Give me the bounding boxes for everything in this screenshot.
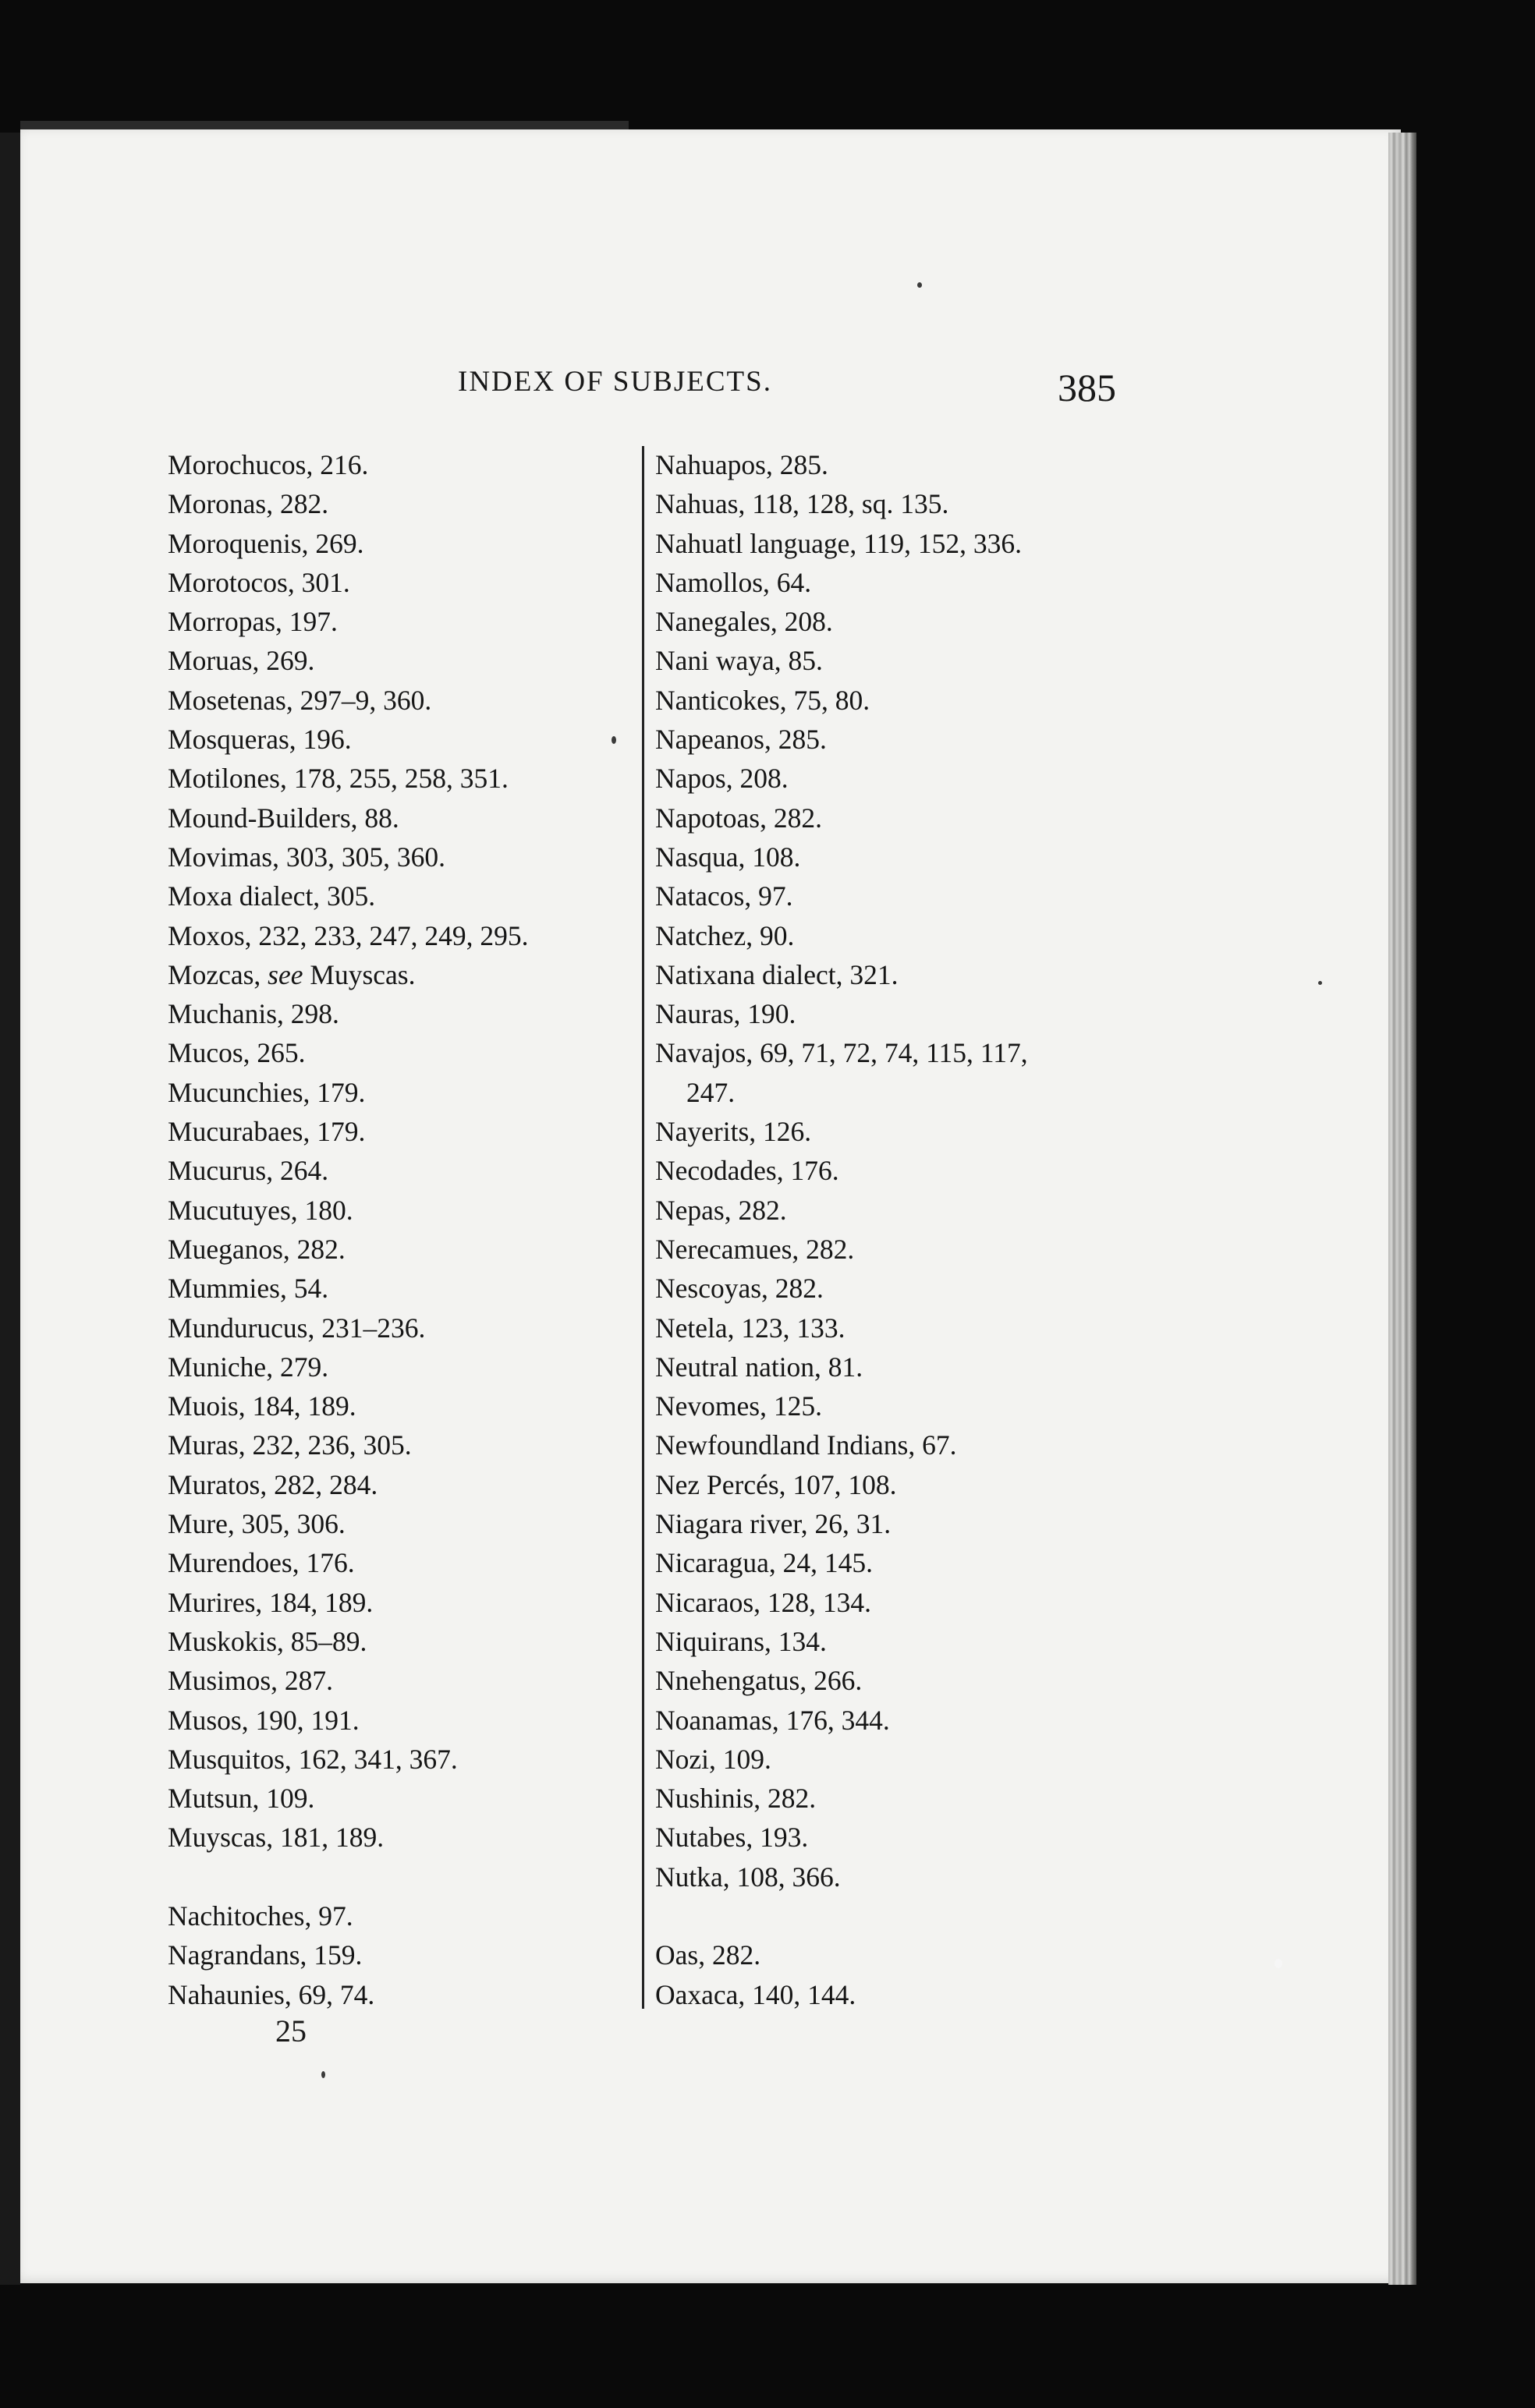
index-entry-text: Musos, 190, 191. <box>168 1704 360 1736</box>
index-entry <box>655 1191 1139 1230</box>
index-entry <box>655 1425 1139 1464</box>
index-entry <box>655 1465 1139 1504</box>
index-entry <box>655 1935 1139 1974</box>
index-entry <box>655 799 1139 837</box>
see-reference-word: see <box>268 958 303 990</box>
see-reference-target: Muyscas. <box>303 958 416 990</box>
index-entry <box>168 1701 628 1740</box>
index-entry-text: Nahaunies, 69, 74. <box>168 1978 375 2010</box>
index-entry <box>168 799 628 837</box>
dust-speck <box>1318 981 1322 985</box>
index-entry <box>168 720 628 759</box>
index-entry <box>168 994 628 1033</box>
dust-speck <box>917 282 922 288</box>
index-entry-text: Morochucos, 216. <box>168 449 369 480</box>
index-entry <box>655 1622 1139 1661</box>
index-entry <box>168 563 628 602</box>
index-entry-text: Nutabes, 193. <box>655 1822 809 1854</box>
index-entry-text: Nozi, 109. <box>655 1743 771 1775</box>
index-entry-text: Nepas, 282. <box>655 1194 787 1226</box>
index-entry-text: Niagara river, 26, 31. <box>655 1508 892 1540</box>
index-entry-text: Mucunchies, 179. <box>168 1076 366 1108</box>
index-entry <box>168 1112 628 1151</box>
index-entry <box>168 681 628 720</box>
index-entry-text: Mummies, 54. <box>168 1273 329 1305</box>
index-entry-text: Muois, 184, 189. <box>168 1390 356 1422</box>
index-entry <box>168 1230 628 1269</box>
index-entry-text: Nachitoches, 97. <box>168 1900 353 1932</box>
index-entry-text: Muskokis, 85–89. <box>168 1625 367 1657</box>
index-entry-text: Natacos, 97. <box>655 880 793 912</box>
index-entry <box>168 1661 628 1700</box>
index-entry-text: Netela, 123, 133. <box>655 1312 845 1344</box>
index-entry <box>168 641 628 680</box>
index-entry-text: Muchanis, 298. <box>168 998 339 1030</box>
index-entry <box>168 1425 628 1464</box>
index-entry-text: Nushinis, 282. <box>655 1783 817 1815</box>
index-column-left <box>168 445 628 2014</box>
index-entry-text: Napos, 208. <box>655 763 789 795</box>
index-entry-text: Moronas, 282. <box>168 488 329 520</box>
index-entry <box>168 1622 628 1661</box>
index-entry <box>168 837 628 876</box>
index-entry <box>168 1308 628 1347</box>
index-entry <box>168 1151 628 1190</box>
index-entry-text: Nevomes, 125. <box>655 1390 822 1422</box>
index-entry-text: Mosqueras, 196. <box>168 724 352 756</box>
index-entry <box>168 1347 628 1386</box>
index-entry <box>655 484 1139 523</box>
index-entry <box>655 1740 1139 1779</box>
index-entry-text: Mozcas, <box>168 958 268 990</box>
index-entry-text: Mueganos, 282. <box>168 1233 346 1265</box>
index-entry-text: Mucurabaes, 179. <box>168 1116 366 1148</box>
index-entry-text: Movimas, 303, 305, 360. <box>168 841 445 873</box>
index-entry-text: Nescoyas, 282. <box>655 1273 824 1305</box>
index-entry-text: Napotoas, 282. <box>655 802 822 834</box>
index-entry-text: Morotocos, 301. <box>168 566 350 598</box>
index-entry-text: Nauras, 190. <box>655 998 796 1030</box>
index-entry-text: Oas, 282. <box>655 1939 761 1971</box>
index-entry <box>655 994 1139 1033</box>
index-entry <box>168 1465 628 1504</box>
index-entry <box>655 445 1139 484</box>
index-entry <box>168 484 628 523</box>
index-entry-text: Nutka, 108, 366. <box>655 1861 841 1893</box>
index-entry-text: Mucurus, 264. <box>168 1155 329 1187</box>
index-entry <box>168 1896 628 1935</box>
index-entry <box>168 759 628 798</box>
index-entry-text: Nani waya, 85. <box>655 645 823 677</box>
index-entry-text: Musquitos, 162, 341, 367. <box>168 1743 458 1775</box>
index-entry <box>655 1583 1139 1622</box>
index-entry <box>168 1033 628 1072</box>
index-entry <box>655 641 1139 680</box>
index-entry-text: Mundurucus, 231–236. <box>168 1312 426 1344</box>
index-entry-text: Nagrandans, 159. <box>168 1939 363 1971</box>
dust-speck <box>321 2071 325 2078</box>
index-entry-text: Namollos, 64. <box>655 566 812 598</box>
index-entry <box>655 524 1139 563</box>
index-entry-text: Moruas, 269. <box>168 645 315 677</box>
index-entry <box>168 1935 628 1974</box>
index-entry-text: Nanticokes, 75, 80. <box>655 684 870 716</box>
index-entry <box>655 955 1139 994</box>
index-entry <box>655 1308 1139 1347</box>
index-entry <box>168 1386 628 1425</box>
index-entry-text: Murendoes, 176. <box>168 1547 355 1579</box>
index-entry-text: Nanegales, 208. <box>655 606 833 638</box>
index-entry <box>655 916 1139 955</box>
index-entry-text: Mucutuyes, 180. <box>168 1194 353 1226</box>
index-entry-text: Mound-Builders, 88. <box>168 802 399 834</box>
index-entry-text: Nahuatl language, 119, 152, 336. <box>655 527 1022 559</box>
index-entry-text: Muniche, 279. <box>168 1351 329 1383</box>
index-entry-text: Neutral nation, 81. <box>655 1351 863 1383</box>
index-entry-text: Muras, 232, 236, 305. <box>168 1429 412 1461</box>
page-number: 385 <box>1058 366 1116 409</box>
index-entry-text: Nicaragua, 24, 145. <box>655 1547 873 1579</box>
index-entry <box>655 1230 1139 1269</box>
index-entry <box>655 1543 1139 1582</box>
index-entry <box>655 1151 1139 1190</box>
index-entry-text: Natchez, 90. <box>655 919 795 951</box>
index-entry-text: Murires, 184, 189. <box>168 1586 374 1618</box>
index-entry <box>655 1112 1139 1151</box>
index-entry <box>168 916 628 955</box>
index-entry <box>168 1583 628 1622</box>
index-entry <box>168 1740 628 1779</box>
index-entry <box>655 1857 1139 1896</box>
index-entry-text: Nerecamues, 282. <box>655 1233 855 1265</box>
index-entry-text: Niquirans, 134. <box>655 1625 827 1657</box>
index-entry <box>655 1386 1139 1425</box>
index-entry-text: Muratos, 282, 284. <box>168 1468 378 1500</box>
index-entry-text: Muyscas, 181, 189. <box>168 1822 385 1854</box>
index-entry <box>168 602 628 641</box>
dust-speck <box>1274 1959 1282 1968</box>
book-left-edge <box>0 133 20 2285</box>
index-entry <box>168 1269 628 1308</box>
index-entry-text: Navajos, 69, 71, 72, 74, 115, 117, <box>655 1037 1028 1069</box>
column-divider <box>642 446 644 2009</box>
index-entry-text: Noanamas, 176, 344. <box>655 1704 890 1736</box>
index-entry-text: Morropas, 197. <box>168 606 338 638</box>
index-entry <box>655 1504 1139 1543</box>
index-entry <box>168 445 628 484</box>
index-entry <box>168 955 628 994</box>
index-entry-text: Nicaraos, 128, 134. <box>655 1586 872 1618</box>
index-entry-text: Mosetenas, 297–9, 360. <box>168 684 432 716</box>
index-entry-text: Nnehengatus, 266. <box>655 1665 863 1697</box>
index-entry-text: Nasqua, 108. <box>655 841 801 873</box>
index-entry-text: Necodades, 176. <box>655 1155 839 1187</box>
index-entry <box>168 1504 628 1543</box>
index-entry <box>655 1269 1139 1308</box>
dust-speck <box>612 736 616 744</box>
index-entry <box>655 602 1139 641</box>
index-entry <box>655 1701 1139 1740</box>
index-entry <box>168 1779 628 1818</box>
index-entry-text: Oaxaca, 140, 144. <box>655 1978 856 2010</box>
page-stack-edges <box>1388 133 1416 2285</box>
index-entry-text: Mutsun, 109. <box>168 1783 315 1815</box>
index-entry-text: Moroquenis, 269. <box>168 527 364 559</box>
index-entry-text: Napeanos, 285. <box>655 724 827 756</box>
index-entry-text: Moxa dialect, 305. <box>168 880 376 912</box>
index-entry <box>168 1975 628 2014</box>
index-entry <box>655 1779 1139 1818</box>
running-head: INDEX OF SUBJECTS. <box>458 366 772 398</box>
index-entry-text: Musimos, 287. <box>168 1665 334 1697</box>
index-entry <box>168 876 628 915</box>
index-entry-text: Nahuapos, 285. <box>655 449 828 480</box>
index-entry <box>168 1073 628 1112</box>
index-entry-text: Nahuas, 118, 128, sq. 135. <box>655 488 949 520</box>
index-entry <box>168 1543 628 1582</box>
index-entry <box>655 1975 1139 2014</box>
index-entry-text: Mucos, 265. <box>168 1037 306 1069</box>
index-entry <box>655 876 1139 915</box>
index-entry-text: Natixana dialect, 321. <box>655 958 899 990</box>
index-entry <box>168 1191 628 1230</box>
index-entry-text: Moxos, 232, 233, 247, 249, 295. <box>168 919 529 951</box>
index-column-right <box>655 445 1139 2014</box>
signature-mark: 25 <box>275 2013 307 2049</box>
index-entry <box>655 720 1139 759</box>
index-entry <box>655 563 1139 602</box>
index-entry <box>168 1818 628 1857</box>
index-entry-text: Mure, 305, 306. <box>168 1508 346 1540</box>
index-entry-text: Motilones, 178, 255, 258, 351. <box>168 763 509 795</box>
index-entry <box>655 1347 1139 1386</box>
index-entry <box>655 1033 1139 1112</box>
index-entry <box>168 524 628 563</box>
index-entry <box>655 1661 1139 1700</box>
index-entry-text: Newfoundland Indians, 67. <box>655 1429 957 1461</box>
index-entry-text: Nayerits, 126. <box>655 1116 812 1148</box>
index-entry-text: Nez Percés, 107, 108. <box>655 1468 897 1500</box>
index-entry <box>655 837 1139 876</box>
index-entry-continuation: 247. <box>686 1076 736 1108</box>
index-entry <box>655 681 1139 720</box>
index-entry <box>655 759 1139 798</box>
index-entry <box>655 1818 1139 1857</box>
